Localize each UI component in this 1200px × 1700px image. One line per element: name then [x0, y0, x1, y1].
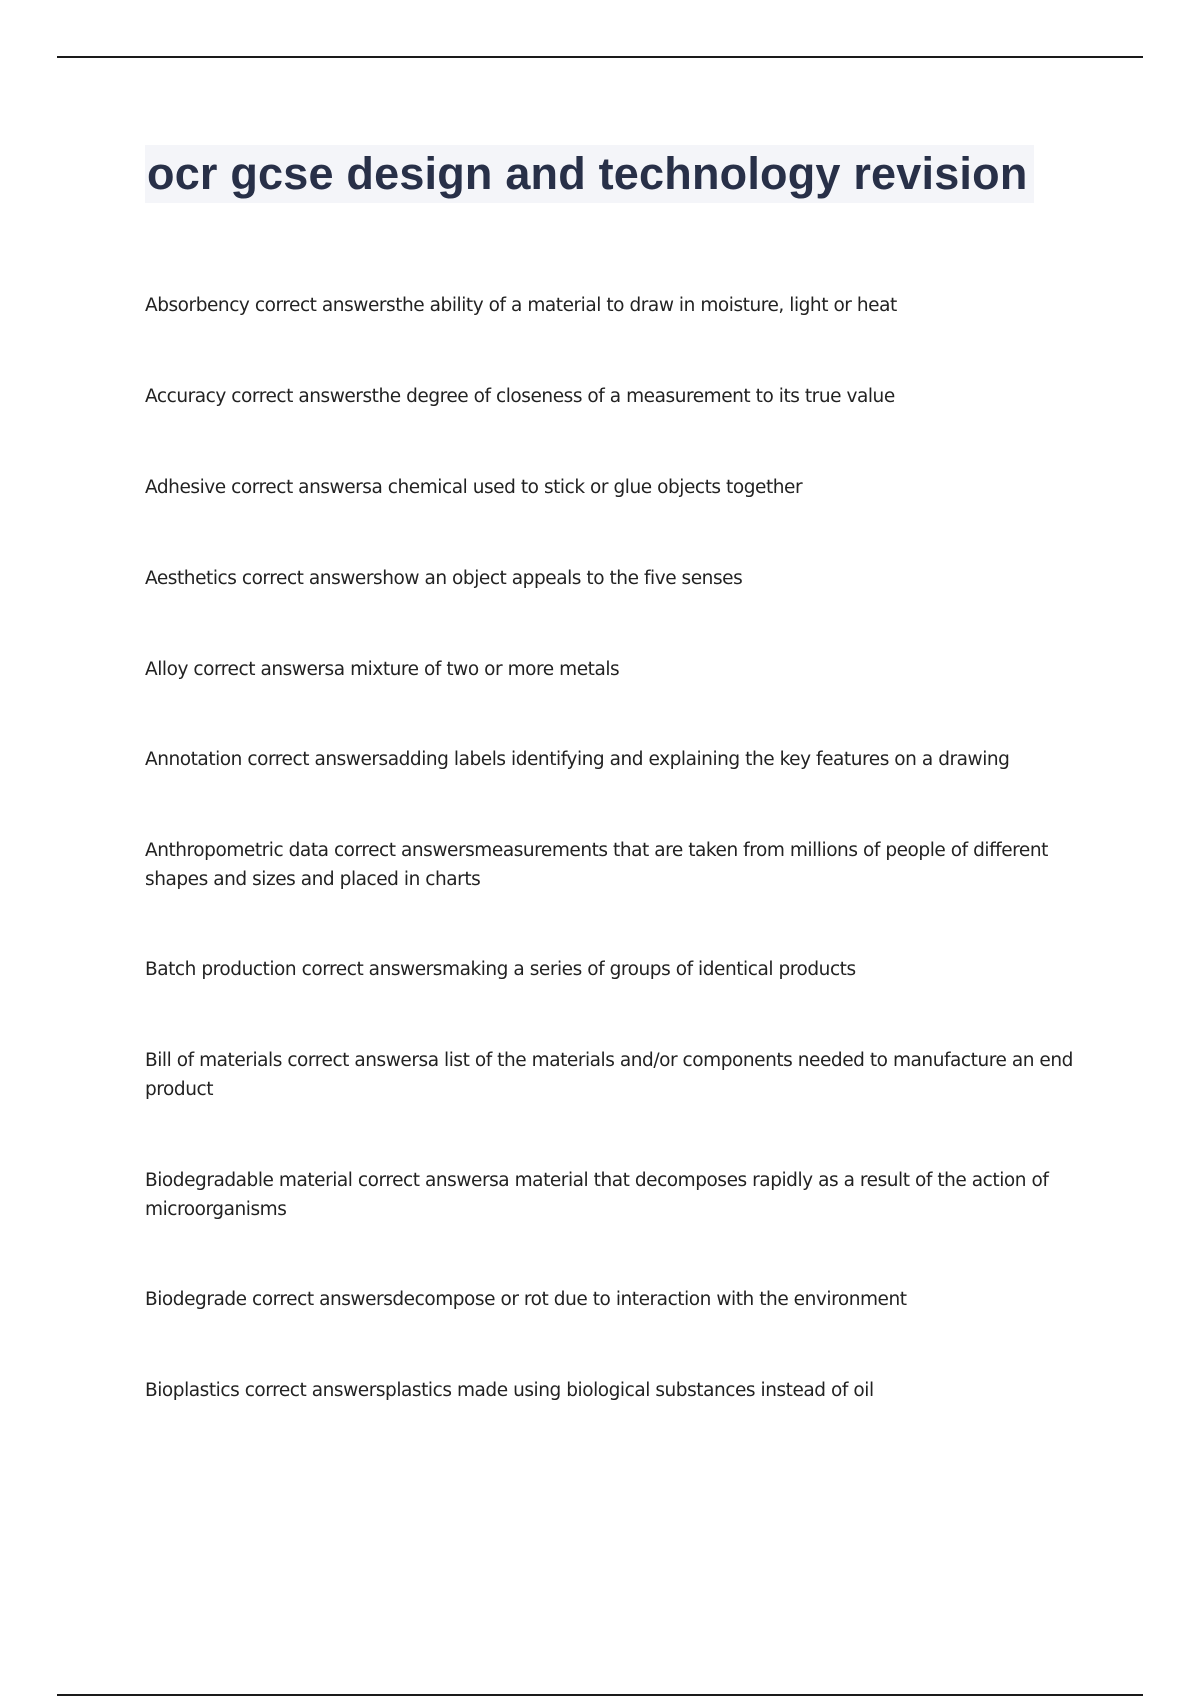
list-item: Adhesive correct answersa chemical used to stick or glue objects together	[145, 477, 803, 498]
top-divider	[57, 56, 1143, 58]
list-item: Bioplastics correct answersplastics made using biological substances instead of oil	[145, 1380, 874, 1401]
page-title: ocr gcse design and technology revision	[147, 148, 1028, 199]
list-item: Anthropometric data correct answersmeasurements that are taken from millions of people of different shapes and sizes and placed in charts	[145, 840, 1048, 890]
list-item: Absorbency correct answersthe ability of a material to draw in moisture, light or heat	[145, 295, 897, 316]
list-item: Alloy correct answersa mixture of two or more metals	[145, 659, 620, 680]
list-item: Bill of materials correct answersa list of the materials and/or components needed to manufacture an end product	[145, 1050, 1073, 1100]
list-item: Biodegrade correct answersdecompose or rot due to interaction with the environment	[145, 1289, 907, 1310]
bottom-divider	[57, 1694, 1143, 1696]
list-item: Accuracy correct answersthe degree of closeness of a measurement to its true value	[145, 386, 895, 407]
list-item: Biodegradable material correct answersa material that decomposes rapidly as a result of the action of microorganisms	[145, 1170, 1049, 1220]
list-item: Batch production correct answersmaking a series of groups of identical products	[145, 959, 856, 980]
list-item: Aesthetics correct answershow an object appeals to the five senses	[145, 568, 743, 589]
title-highlight	[145, 145, 1034, 203]
list-item: Annotation correct answersadding labels identifying and explaining the key features on a drawing	[145, 749, 1010, 770]
